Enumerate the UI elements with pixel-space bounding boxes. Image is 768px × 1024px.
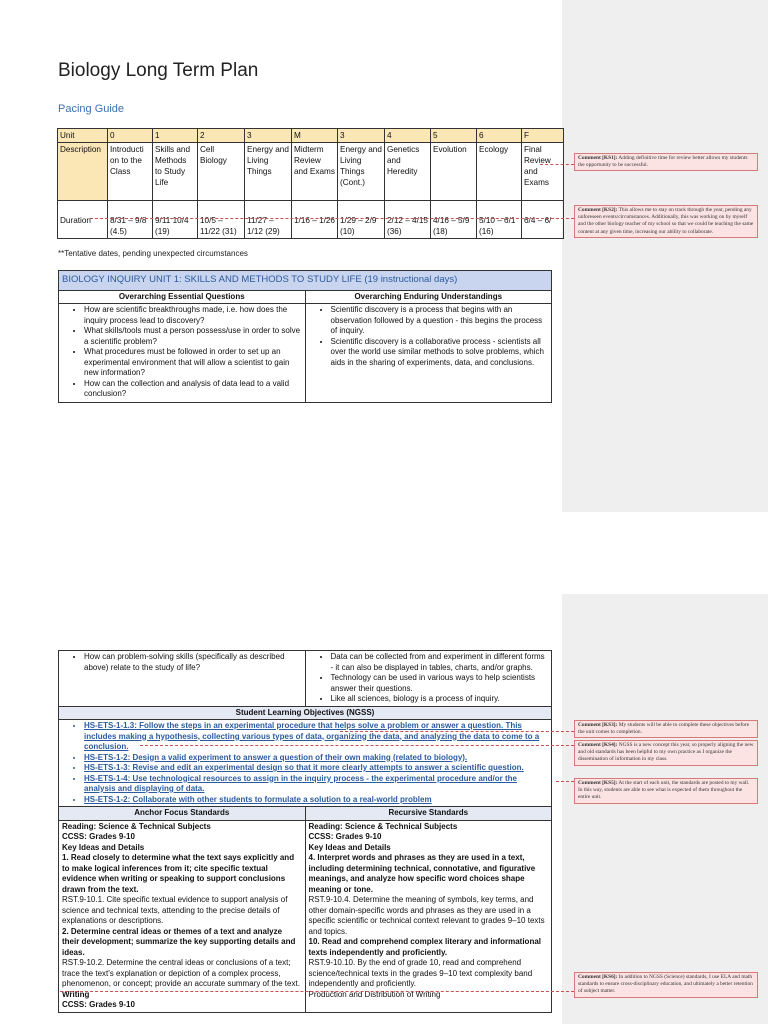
standard-line: 4. Interpret words and phrases as they are used in a text, including determining technical, connotative, and figurative meanings, and analyze how specific word choices shape meaning or tone. [308,853,536,894]
recursive-standards-heading: Recursive Standards [305,807,552,821]
comment-ks2[interactable] [574,205,758,238]
pacing-cell: 4 [385,129,431,143]
objectives-list [62,721,548,805]
standard-line: CCSS: Grades 9-10 [62,832,135,841]
standard-line: CCSS: Grades 9-10 [62,1000,135,1009]
pacing-cell: 4/16 – 5/9 (18) [431,201,477,239]
comment-text: Adding definitive time for review better allows my students the opportunity to be successful. [578,155,748,169]
pacing-cell: Evolution [431,143,477,201]
essential-questions-list-continued [62,652,302,673]
document-title: Biology Long Term Plan [58,60,259,81]
comment-ks4[interactable] [574,740,758,766]
comment-text: In addition to NGSS (Science) standards, I use ELA and math standards to ensure cross-disciplinary education, and ultimately a better retention of subject matter. [578,974,753,995]
enduring-understandings-list [309,305,549,368]
pacing-cell: 1/16 – 1/26 [292,201,338,239]
objective-text: Revise and edit an experimental design so that it more clearly attempts to answer a scientific question. [130,763,524,772]
enduring-understandings-heading: Overarching Enduring Understandings [305,290,552,304]
unit-header-row [59,290,552,304]
objectives-header-row [59,706,552,720]
pacing-cell: 6 [477,129,522,143]
objective-code-link[interactable]: HS-ETS-1-4: [84,773,131,783]
pacing-cell: 5/10 – 6/1 (16) [477,201,522,239]
pacing-cell: Cell Biology [198,143,245,201]
pacing-cell: Energy and Living Things [245,143,292,201]
comment-leader [340,731,574,732]
pacing-cell: 10/5 – 11/22 (31) [198,201,245,239]
standard-line: RST.9-10.4. Determine the meaning of symbols, key terms, and other domain-specific words and phrases as they are used in a specific scientific or technical context relevant to grades 9–10 texts and topics. [308,895,545,936]
list-item: • Like all sciences, biology is a process of inquiry. [331,694,549,705]
comment-ks3[interactable] [574,720,758,738]
pacing-cell: Energy and Living Things (Cont.) [338,143,385,201]
comment-text: This allows me to stay on track through the year, pending any unforeseen events/circumstances. Additionally, this was working on by myself and the other biology teacher of my school so that we could be teaching the same content at any given time, increasing our ability to collaborate. [578,207,754,235]
objective-code-link[interactable]: HS-ETS-1-2: [84,794,131,804]
list-item: • Technology can be used in various ways to help scientists answer their questions. [331,673,549,694]
comment-rail-2 [562,594,768,1024]
comment-rail-1 [562,0,768,512]
page-gap [0,512,768,594]
comment-text: NGSS is a new concept this year, so properly aligning the new and old standards has been helpful to my own practice as I organize the dissemination of information in my class. [578,742,754,763]
objective-item [84,795,548,806]
pacing-cell: 8/31 – 9/8 (4.5) [108,201,153,239]
objective-item [84,721,548,753]
standard-line: 1. Read closely to determine what the text says explicitly and to make logical inferences from it; cite specific textual evidence when writing or speaking to support conclusions drawn from the text. [62,853,295,894]
list-item: • Scientific discovery is a process that begins with an observation followed by a question - this begins the process of inquiry. [331,305,549,337]
pacing-cell: Ecology [477,143,522,201]
pacing-cell: Skills and Methods to Study Life [153,143,198,201]
pacing-cell: Final Review and Exams [522,143,564,201]
pacing-cell: Duration [58,201,108,239]
pacing-cell: Midterm Review and Exams [292,143,338,201]
list-item: • How can problem-solving skills (specifically as described above) relate to the study of life? [84,652,302,673]
standard-line: Reading: Science & Technical Subjects [62,821,211,831]
comment-text: At the start of each unit, the standards are posted to my wall. In this way, students are able to see what is expected of them throughout the entire unit. [578,780,750,801]
comment-leader [540,164,574,165]
comment-ks6[interactable] [574,972,758,998]
objectives-row [59,720,552,807]
unit-title-band: BIOLOGY INQUIRY UNIT 1: SKILLS AND METHODS TO STUDY LIFE (19 instructional days) [59,271,552,291]
pacing-cell: 3 [338,129,385,143]
comment-leader [90,218,574,219]
pacing-cell: 0 [108,129,153,143]
comment-label: Comment [KS6]: [578,974,618,980]
comment-leader [60,991,574,992]
essential-questions-heading: Overarching Essential Questions [59,290,306,304]
pacing-table [57,128,564,239]
comment-ks5[interactable] [574,778,758,804]
objective-item [84,763,548,774]
pacing-cell: 2 [198,129,245,143]
list-item: • How can the collection and analysis of data lead to a valid conclusion? [84,379,302,400]
objective-code-link[interactable]: HS-ETS-1-3: [84,763,131,772]
comment-label: Comment [KS5]: [578,780,618,786]
standard-line: Reading: Science & Technical Subjects [308,821,458,831]
pacing-cell: Unit [58,129,108,143]
anchor-standards-heading: Anchor Focus Standards [59,807,306,821]
tentative-dates-note: **Tentative dates, pending unexpected circumstances [58,249,248,258]
pacing-cell: 11/27 – 1/12 (29) [245,201,292,239]
unit-band-row [59,271,552,291]
pacing-cell: 3 [245,129,292,143]
enduring-understandings-list-continued [309,652,549,705]
comment-label: Comment [KS3]: [578,722,618,728]
standard-line: 2. Determine central ideas or themes of a text and analyze their development; summarize the key supporting details and ideas. [62,926,296,957]
standard-line: Production and Distribution of Writing [308,989,441,999]
objective-text: Use technological resources to assign in the inquiry process - the experimental procedure and/or the analysis and displaying of data. [84,773,517,793]
pacing-description-row [58,143,564,201]
standard-line: CCSS: Grades 9-10 [308,832,382,841]
standard-line: Writing [62,989,90,999]
unit-content-row [59,304,552,403]
objective-text: Collaborate with other students to formulate a solution to a real-world problem [130,794,432,804]
comment-label: Comment [KS2]: [578,207,618,213]
pacing-cell: 2/12 – 4/15 (36) [385,201,431,239]
pacing-cell: Description [58,143,108,201]
continued-content-row [59,651,552,707]
standard-line: RST.9-10.2. Determine the central ideas or conclusions of a text; trace the text's explanation or depiction of a complex process, phenomenon, or concept; provide an accurate summary of the text. [62,958,300,988]
pacing-cell: F [522,129,564,143]
pacing-cell: 1/29 – 2/9 (10) [338,201,385,239]
pacing-cell: Introducti on to the Class [108,143,153,201]
standard-line: 10. Read and comprehend complex literary and informational texts independently and proficiently. [308,937,542,957]
objective-text: Follow the steps in an experimental procedure that helps solve a problem or answer a question. This includes making a hypothesis, collecting various types of data, organizing the data, and analyzing the data to come to a conclusion. [84,721,540,751]
standards-content-row [59,820,552,1012]
list-item: • How are scientific breakthroughs made, i.e. how does the inquiry process lead to discovery? [84,305,302,326]
list-item: • What skills/tools must a person possess/use in order to solve a scientific problem? [84,326,302,347]
standards-header-row [59,807,552,821]
learning-objectives-heading: Student Learning Objectives (NGSS) [59,706,552,720]
standard-line: RST.9-10.1. Cite specific textual evidence to support analysis of science and technical texts, attending to the precise details of explanations or descriptions. [62,895,288,925]
list-item: • Data can be collected from and experiment in different forms - it can also be displayed in tables, charts, and/or graphs. [331,652,549,673]
pacing-cell: Genetics and Heredity [385,143,431,201]
comment-label: Comment [KS4]: [578,742,618,748]
unit-1-table [58,270,552,403]
comment-ks1[interactable] [574,153,758,171]
objective-item [84,774,548,795]
list-item: • Scientific discovery is a collaborative process - scientists all over the world use similar methods to solve problems, which aids in the sharing of experiments, data, and conclusions. [331,337,549,369]
objective-text: Design a valid experiment to answer a question of their own making (related to biology). [130,752,468,762]
essential-questions-list [62,305,302,400]
comment-text: My students will be able to complete these objectives before the unit comes to completion. [578,722,750,736]
pacing-cell: 6/4 – 6/ [522,201,564,239]
standard-line: RST.9-10.10. By the end of grade 10, read and comprehend science/technical texts in the grades 9–10 text complexity band independently and proficiently. [308,958,533,988]
comment-leader [140,745,574,746]
standard-line: Key Ideas and Details [308,842,391,852]
comment-label: Comment [KS1]: [578,155,618,161]
objective-code-link[interactable]: HS-ETS-1-2: [84,752,131,762]
pacing-duration-row [58,201,564,239]
standard-line: Key Ideas and Details [62,842,145,852]
pacing-guide-heading: Pacing Guide [58,103,125,115]
objective-item [84,753,548,764]
comment-leader [556,781,574,782]
pacing-cell: 5 [431,129,477,143]
pacing-unit-row [58,129,564,143]
list-item: • What procedures must be followed in order to set up an experimental environment that will allow a scientist to gain new information? [84,347,302,379]
pacing-cell: M [292,129,338,143]
pacing-cell: 9/11 10/4 (19) [153,201,198,239]
pacing-cell: 1 [153,129,198,143]
objective-code-link[interactable]: HS-ETS-1-1.3: [84,721,137,730]
unit-1-table-continued [58,650,552,1013]
